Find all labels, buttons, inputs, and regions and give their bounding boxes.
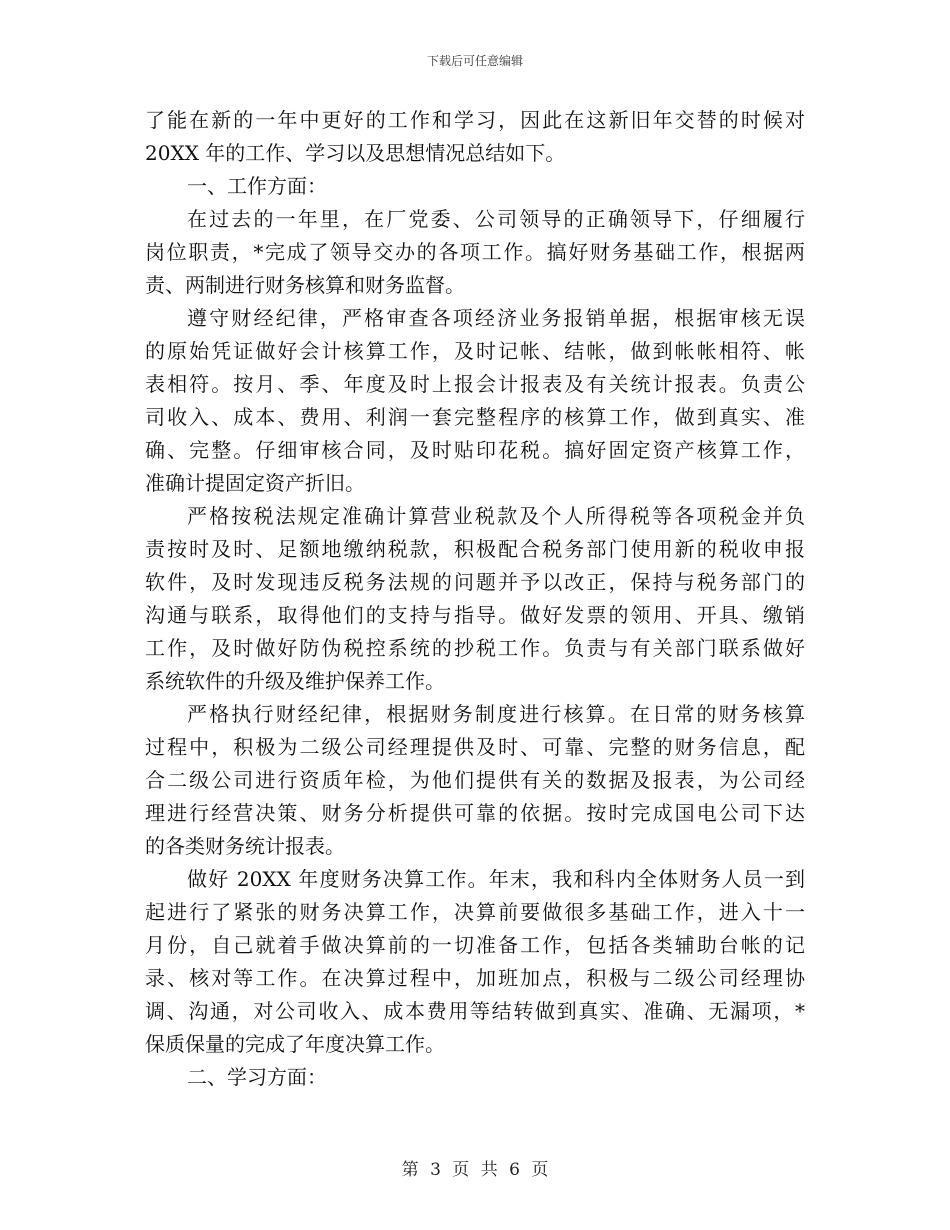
page-footer <box>0 1155 950 1180</box>
text-line: 司收入、成本、费用、利润一套完整程序的核算工作，做到真实、准 <box>145 405 805 429</box>
text-line: 调、沟通，对公司收入、成本费用等结转做到真实、准确、无漏项，* <box>145 999 805 1023</box>
text-line: 系统软件的升级及维护保养工作。 <box>145 669 445 693</box>
text-line: 录、核对等工作。在决算过程中，加班加点，积极与二级公司经理协 <box>145 966 805 990</box>
footer-current-page: 3 <box>430 1160 441 1180</box>
text-line: 软件，及时发现违反税务法规的问题并予以改正，保持与税务部门的 <box>145 570 805 594</box>
document-body <box>145 104 805 1094</box>
text-line: 表相符。按月、季、年度及时上报会计报表及有关统计报表。负责公 <box>145 372 805 396</box>
text-line: 过程中，积极为二级公司经理提供及时、可靠、完整的财务信息，配 <box>145 735 805 759</box>
text-line: 准确计提固定资产折旧。 <box>145 471 365 495</box>
text-line: 责、两制进行财务核算和财务监督。 <box>145 273 465 297</box>
text-line: 确、完整。仔细审核合同，及时贴印花税。搞好固定资产核算工作， <box>145 438 805 462</box>
footer-prefix: 第 <box>401 1160 419 1180</box>
text-line: 责按时及时、足额地缴纳税款，积极配合税务部门使用新的税收申报 <box>145 537 805 561</box>
footer-total-word: 共 <box>480 1160 498 1180</box>
text-line: 保质保量的完成了年度决算工作。 <box>145 1032 445 1056</box>
text-line: 理进行经营决策、财务分析提供可靠的依据。按时完成国电公司下达 <box>145 801 805 825</box>
text-line: 工作，及时做好防伪税控系统的抄税工作。负责与有关部门联系做好 <box>145 636 805 660</box>
page-header <box>0 52 950 69</box>
text-line: 合二级公司进行资质年检，为他们提供有关的数据及报表，为公司经 <box>145 768 805 792</box>
header-note: 下载后可任意编辑 <box>426 54 523 68</box>
text-line: 严格执行财经纪律，根据财务制度进行核算。在日常的财务核算 <box>187 702 805 726</box>
text-line: 的原始凭证做好会计核算工作，及时记帐、结帐，做到帐帐相符、帐 <box>145 339 805 363</box>
text-line: 20XX 年的工作、学习以及思想情况总结如下。 <box>145 141 566 165</box>
footer-total-pages: 6 <box>509 1160 520 1180</box>
text-line: 沟通与联系，取得他们的支持与指导。做好发票的领用、开具、缴销 <box>145 603 805 627</box>
text-line: 做好 20XX 年度财务决算工作。年末，我和科内全体财务人员一到 <box>187 867 805 891</box>
text-line: 的各类财务统计报表。 <box>145 834 345 858</box>
text-line: 严格按税法规定准确计算营业税款及个人所得税等各项税金并负 <box>187 504 805 528</box>
text-line: 了能在新的一年中更好的工作和学习，因此在这新旧年交替的时候对 <box>145 108 805 132</box>
footer-suffix: 页 <box>531 1160 549 1180</box>
text-line: 起进行了紧张的财务决算工作，决算前要做很多基础工作，进入十一 <box>145 900 805 924</box>
text-line: 遵守财经纪律，严格审查各项经济业务报销单据，根据审核无误 <box>187 306 805 330</box>
text-line: 二、学习方面： <box>187 1065 327 1089</box>
text-line: 在过去的一年里，在厂党委、公司领导的正确领导下，仔细履行 <box>187 207 805 231</box>
text-line: 一、工作方面： <box>187 174 327 198</box>
footer-page-word: 页 <box>452 1160 470 1180</box>
text-line: 岗位职责，*完成了领导交办的各项工作。搞好财务基础工作，根据两 <box>145 240 805 264</box>
text-line: 月份，自己就着手做决算前的一切准备工作，包括各类辅助台帐的记 <box>145 933 805 957</box>
